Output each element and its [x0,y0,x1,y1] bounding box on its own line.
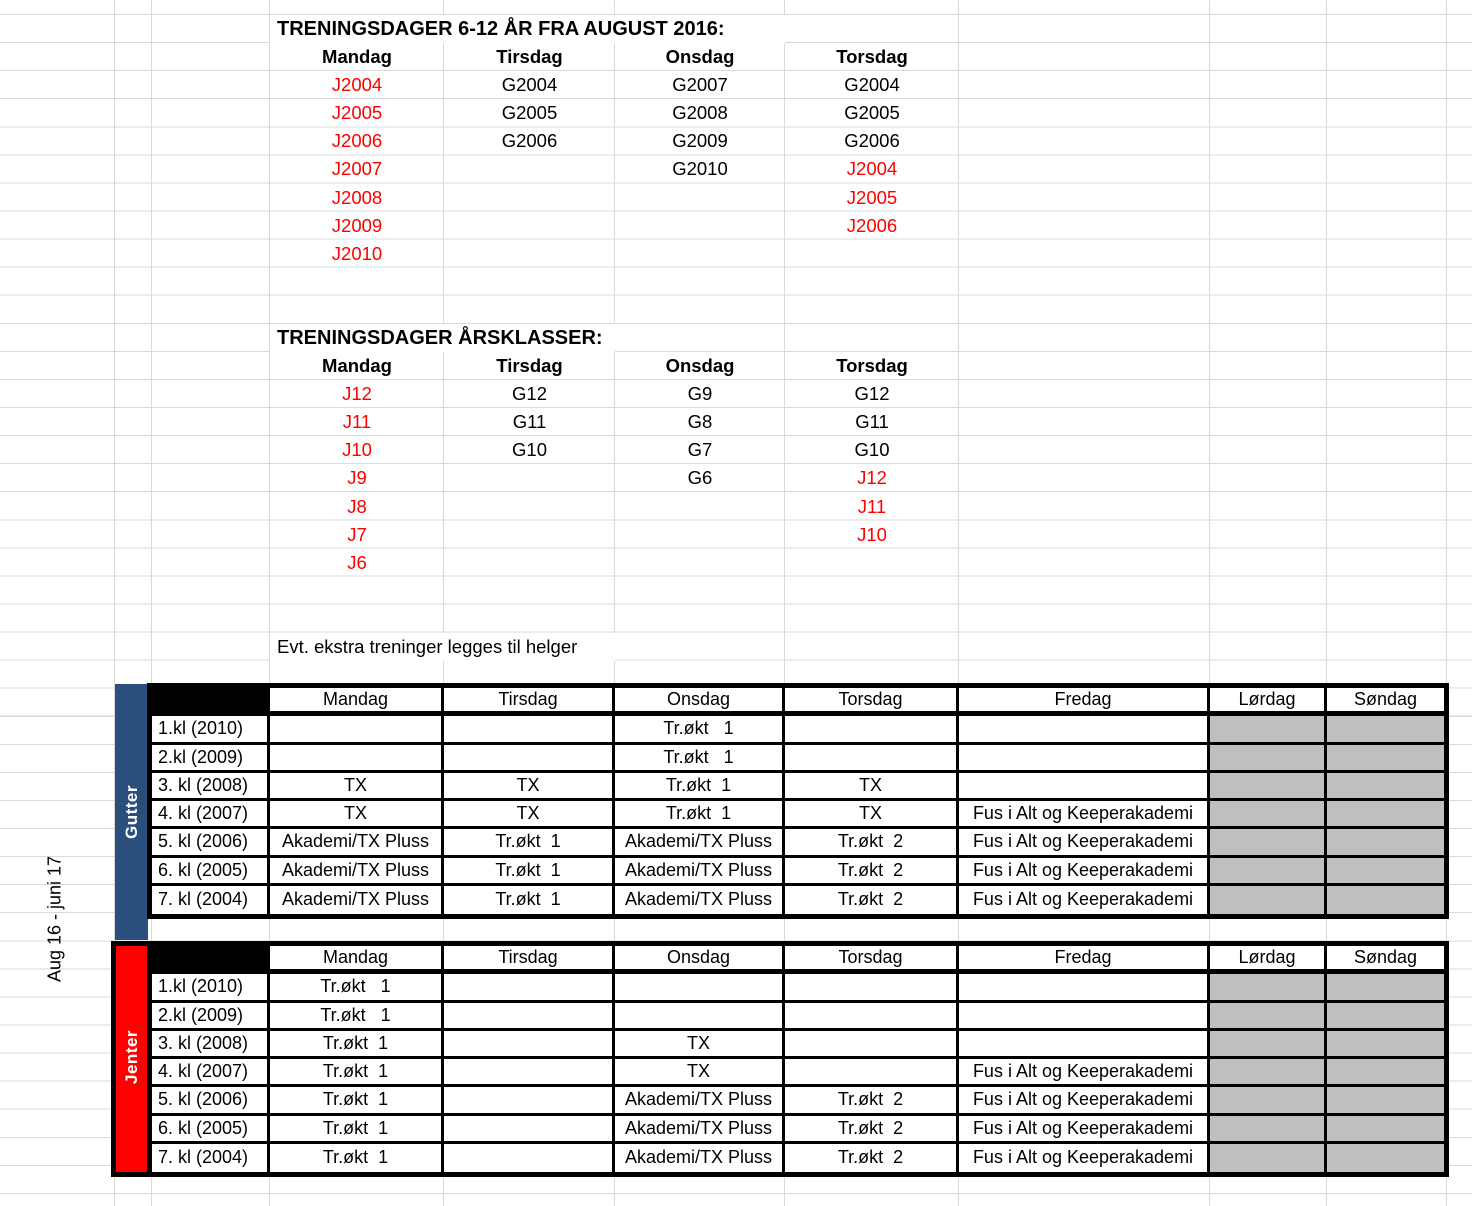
extra-training-note-cell[interactable]: Evt. ekstra treninger legges til helger [270,633,615,661]
schedule-arsklasser-table [270,352,959,577]
schedule-cell[interactable] [1327,801,1444,829]
schedule-cell[interactable] [1210,858,1327,886]
schedule-cell[interactable] [1210,829,1327,857]
team-cell[interactable] [444,240,615,268]
class-label-cell[interactable]: 7. kl (2004) [152,1144,270,1172]
team-cell[interactable]: J2008 [331,186,383,208]
team-cell[interactable]: G12 [512,383,547,405]
team-cell[interactable]: G2006 [844,130,900,152]
schedule-cell[interactable]: Fus i Alt og Keeperakademi [959,1144,1210,1172]
schedule-cell[interactable] [1327,716,1444,744]
schedule-cell[interactable] [1210,1031,1327,1059]
team-cell[interactable]: G2004 [844,74,900,96]
day-header-cell[interactable]: Lørdag [1210,688,1327,716]
schedule-cell[interactable]: Tr.økt 1 [615,745,785,773]
class-label-cell[interactable]: 3. kl (2008) [152,773,270,801]
day-header-cell[interactable]: Torsdag [836,46,908,68]
class-label-cell[interactable]: 1.kl (2010) [152,974,270,1002]
gutter-group-label: Gutter [122,785,141,839]
team-cell[interactable] [444,155,615,183]
team-cell[interactable]: G11 [512,411,547,433]
schedule-cell[interactable]: Tr.økt 1 [270,1031,444,1059]
schedule-cell[interactable]: Tr.økt 2 [785,1144,959,1172]
schedule-cell[interactable] [444,974,615,1002]
schedule-cell[interactable]: Akademi/TX Pluss [270,886,444,914]
class-label-cell[interactable]: 7. kl (2004) [152,886,270,914]
day-header-cell[interactable]: Tirsdag [496,46,563,68]
class-label-cell[interactable]: 4. kl (2007) [152,801,270,829]
class-label-cell[interactable]: 1.kl (2010) [152,716,270,744]
day-header-cell[interactable]: Torsdag [785,946,959,974]
schedule-cell[interactable] [1327,1087,1444,1115]
schedule-6-12-title-cell[interactable]: TRENINGSDAGER 6-12 ÅR FRA AUGUST 2016: [270,15,785,43]
team-cell[interactable]: J11 [857,495,887,517]
schedule-cell[interactable]: Tr.økt 2 [785,829,959,857]
schedule-cell[interactable] [444,1087,615,1115]
schedule-cell[interactable] [1210,716,1327,744]
schedule-cell[interactable] [1210,1144,1327,1172]
team-cell[interactable]: G2007 [672,74,728,96]
schedule-cell[interactable] [1327,858,1444,886]
team-cell[interactable] [615,492,785,520]
schedule-cell[interactable] [615,974,785,1002]
team-cell[interactable]: G12 [854,383,890,405]
schedule-cell[interactable]: Fus i Alt og Keeperakademi [959,801,1210,829]
team-cell[interactable]: J7 [347,523,367,545]
team-cell[interactable] [615,521,785,549]
schedule-cell[interactable] [270,745,444,773]
team-cell[interactable]: J2006 [846,214,898,236]
schedule-cell[interactable] [444,1144,615,1172]
schedule-cell[interactable]: Fus i Alt og Keeperakademi [959,858,1210,886]
team-cell[interactable] [444,212,615,240]
class-label-cell[interactable]: 4. kl (2007) [152,1059,270,1087]
schedule-cell[interactable]: Tr.økt 2 [785,858,959,886]
schedule-cell[interactable]: TX [444,773,615,801]
team-cell[interactable]: G11 [855,411,889,433]
schedule-cell[interactable] [1210,1087,1327,1115]
team-cell[interactable] [615,549,785,577]
class-label-cell[interactable]: 3. kl (2008) [152,1031,270,1059]
schedule-cell[interactable]: Tr.økt 1 [444,886,615,914]
team-cell[interactable]: J6 [347,551,367,573]
schedule-cell[interactable]: Tr.økt 1 [270,1087,444,1115]
day-header-cell[interactable]: Onsdag [615,688,785,716]
schedule-cell[interactable]: Tr.økt 1 [270,1116,444,1144]
schedule-cell[interactable]: Tr.økt 2 [785,1116,959,1144]
team-cell[interactable]: G6 [687,467,713,489]
schedule-cell[interactable] [785,974,959,1002]
day-header-cell[interactable]: Fredag [959,688,1210,716]
schedule-cell[interactable] [1327,1003,1444,1031]
schedule-cell[interactable] [1327,974,1444,1002]
schedule-cell[interactable] [1327,745,1444,773]
gutter-weekly-table [147,683,1449,919]
jenter-group-label: Jenter [122,1029,141,1085]
schedule-cell[interactable] [959,974,1210,1002]
team-cell[interactable]: J2006 [331,130,383,152]
team-cell[interactable] [615,212,785,240]
team-cell[interactable]: G2010 [672,158,728,180]
corner-cell[interactable] [152,688,270,716]
day-header-cell[interactable]: Søndag [1327,946,1444,974]
schedule-cell[interactable] [959,1031,1210,1059]
team-cell[interactable]: G9 [687,383,713,405]
schedule-cell[interactable]: Tr.økt 1 [615,801,785,829]
schedule-arsklasser-title-cell[interactable]: TRENINGSDAGER ÅRSKLASSER: [270,324,615,352]
schedule-cell[interactable]: Fus i Alt og Keeperakademi [959,1059,1210,1087]
team-cell[interactable]: G2005 [501,102,558,124]
day-header-cell[interactable]: Onsdag [665,355,735,377]
schedule-cell[interactable]: Akademi/TX Pluss [615,829,785,857]
day-header-cell[interactable]: Torsdag [785,688,959,716]
team-cell[interactable]: J10 [342,439,372,461]
team-cell[interactable]: J2005 [331,102,383,124]
team-cell[interactable]: J8 [347,495,367,517]
schedule-cell[interactable]: Akademi/TX Pluss [615,1144,785,1172]
schedule-cell[interactable]: Tr.økt 2 [785,1087,959,1115]
team-cell[interactable]: J2004 [846,158,898,180]
team-cell[interactable] [615,240,785,268]
team-cell[interactable] [444,521,615,549]
schedule-cell[interactable]: Akademi/TX Pluss [615,1116,785,1144]
team-cell[interactable]: J12 [857,467,887,489]
class-label-cell[interactable]: 5. kl (2006) [152,1087,270,1115]
schedule-cell[interactable] [1327,886,1444,914]
jenter-weekly-table [147,941,1449,1177]
schedule-cell[interactable] [959,716,1210,744]
schedule-cell[interactable] [1327,773,1444,801]
schedule-cell[interactable] [1210,745,1327,773]
team-cell[interactable] [444,549,615,577]
day-header-cell[interactable]: Søndag [1327,688,1444,716]
class-label-cell[interactable]: 2.kl (2009) [152,1003,270,1031]
schedule-cell[interactable] [959,1003,1210,1031]
schedule-cell[interactable]: TX [615,1031,785,1059]
team-cell[interactable]: J2009 [331,214,383,236]
team-cell[interactable] [444,492,615,520]
schedule-cell[interactable] [444,716,615,744]
schedule-cell[interactable] [1327,1144,1444,1172]
schedule-cell[interactable] [615,1003,785,1031]
schedule-cell[interactable] [785,1003,959,1031]
class-label-cell[interactable]: 5. kl (2006) [152,829,270,857]
team-cell[interactable]: G2009 [672,130,728,152]
schedule-cell[interactable]: Tr.økt 1 [270,1003,444,1031]
day-header-cell[interactable]: Torsdag [836,355,908,377]
schedule-cell[interactable] [444,1003,615,1031]
team-cell[interactable]: J11 [342,411,372,433]
schedule-cell[interactable] [959,745,1210,773]
schedule-cell[interactable]: TX [270,773,444,801]
schedule-cell[interactable] [1327,1116,1444,1144]
schedule-cell[interactable] [959,773,1210,801]
day-header-cell[interactable]: Mandag [270,946,444,974]
schedule-cell[interactable]: Tr.økt 1 [444,858,615,886]
schedule-cell[interactable] [1210,1003,1327,1031]
team-cell[interactable]: G2008 [672,102,728,124]
day-header-cell[interactable]: Onsdag [615,946,785,974]
schedule-cell[interactable]: Tr.økt 1 [270,974,444,1002]
team-cell[interactable]: G7 [687,439,713,461]
day-header-cell[interactable]: Mandag [270,688,444,716]
day-header-cell[interactable]: Tirsdag [444,688,615,716]
team-cell[interactable]: J2010 [331,242,383,264]
schedule-cell[interactable] [444,1059,615,1087]
class-label-cell[interactable]: 2.kl (2009) [152,745,270,773]
team-cell[interactable]: J10 [857,523,887,545]
team-cell[interactable] [785,240,959,268]
schedule-cell[interactable] [1210,773,1327,801]
schedule-cell[interactable]: TX [444,801,615,829]
schedule-cell[interactable]: Akademi/TX Pluss [615,1087,785,1115]
schedule-cell[interactable] [444,745,615,773]
day-header-cell[interactable]: Tirsdag [496,355,563,377]
schedule-cell[interactable]: Tr.økt 1 [615,716,785,744]
schedule-cell[interactable]: Tr.økt 2 [785,886,959,914]
schedule-cell[interactable]: Tr.økt 1 [270,1059,444,1087]
schedule-cell[interactable] [1327,1059,1444,1087]
schedule-cell[interactable] [1210,1116,1327,1144]
day-header-cell[interactable]: Mandag [322,355,392,377]
schedule-cell[interactable] [444,1031,615,1059]
schedule-cell[interactable]: TX [785,773,959,801]
team-cell[interactable]: J9 [347,467,367,489]
schedule-cell[interactable] [1327,829,1444,857]
schedule-cell[interactable]: Tr.økt 1 [444,829,615,857]
schedule-6-12-table [270,43,959,268]
season-label: Aug 16 - juni 17 [44,855,65,983]
schedule-cell[interactable] [270,716,444,744]
schedule-cell[interactable]: Fus i Alt og Keeperakademi [959,1087,1210,1115]
corner-cell[interactable] [152,946,270,974]
schedule-cell[interactable]: TX [785,801,959,829]
schedule-cell[interactable]: TX [270,801,444,829]
team-cell[interactable]: G2006 [501,130,558,152]
schedule-cell[interactable]: Tr.økt 1 [270,1144,444,1172]
schedule-cell[interactable] [1210,801,1327,829]
schedule-cell[interactable]: Tr.økt 1 [615,773,785,801]
team-cell[interactable]: G8 [687,411,713,433]
day-header-cell[interactable]: Lørdag [1210,946,1327,974]
schedule-cell[interactable] [1210,886,1327,914]
schedule-cell[interactable] [444,1116,615,1144]
schedule-cell[interactable] [785,1031,959,1059]
team-cell[interactable]: J2005 [846,186,898,208]
day-header-cell[interactable]: Mandag [322,46,392,68]
team-cell[interactable]: G2004 [501,74,558,96]
schedule-cell[interactable] [785,745,959,773]
team-cell[interactable]: G10 [854,439,890,461]
team-cell[interactable] [785,549,959,577]
schedule-cell[interactable] [1327,1031,1444,1059]
day-header-cell[interactable]: Fredag [959,946,1210,974]
team-cell[interactable] [444,464,615,492]
schedule-cell[interactable]: Fus i Alt og Keeperakademi [959,1116,1210,1144]
team-cell[interactable]: J12 [342,383,372,405]
schedule-cell[interactable] [1210,1059,1327,1087]
schedule-cell[interactable]: Akademi/TX Pluss [615,886,785,914]
schedule-cell[interactable]: Fus i Alt og Keeperakademi [959,829,1210,857]
schedule-cell[interactable]: Akademi/TX Pluss [270,858,444,886]
team-cell[interactable] [444,183,615,211]
schedule-cell[interactable]: TX [615,1059,785,1087]
day-header-cell[interactable]: Onsdag [665,46,735,68]
schedule-cell[interactable] [785,1059,959,1087]
class-label-cell[interactable]: 6. kl (2005) [152,858,270,886]
schedule-cell[interactable]: Akademi/TX Pluss [270,829,444,857]
team-cell[interactable]: J2004 [331,74,383,96]
team-cell[interactable]: G2005 [844,102,900,124]
team-cell[interactable]: J2007 [331,158,383,180]
team-cell[interactable]: G10 [512,439,547,461]
day-header-cell[interactable]: Tirsdag [444,946,615,974]
team-cell[interactable] [615,183,785,211]
schedule-cell[interactable] [785,716,959,744]
schedule-cell[interactable] [1210,974,1327,1002]
class-label-cell[interactable]: 6. kl (2005) [152,1116,270,1144]
schedule-cell[interactable]: Akademi/TX Pluss [615,858,785,886]
schedule-cell[interactable]: Fus i Alt og Keeperakademi [959,886,1210,914]
